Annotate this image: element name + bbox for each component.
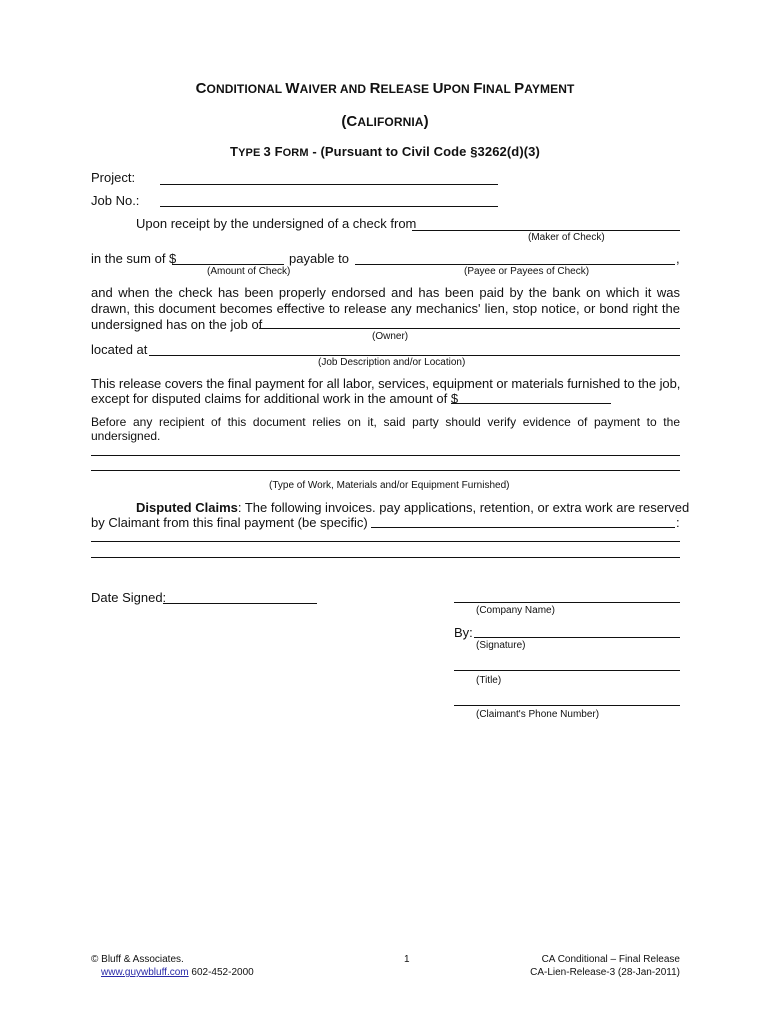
project-field[interactable]: [160, 184, 498, 185]
work-caption: (Type of Work, Materials and/or Equipment Furnished): [269, 480, 510, 491]
location-field[interactable]: [149, 355, 680, 356]
payee-field[interactable]: [355, 264, 675, 265]
document-state: (CALIFORNIA): [341, 113, 429, 130]
receipt-text: Upon receipt by the undersigned of a check from: [136, 216, 417, 231]
company-caption: (Company Name): [476, 605, 555, 616]
footer-doc-title: CA Conditional – Final Release: [541, 954, 680, 965]
footer-phone: 602-452-2000: [191, 967, 254, 978]
sum-label: in the sum of $: [91, 251, 177, 266]
phone-caption: (Claimant's Phone Number): [476, 709, 600, 720]
amount-field[interactable]: [172, 264, 284, 265]
date-signed-label: Date Signed:: [91, 590, 167, 605]
footer-website-link[interactable]: www.guywbluff.com: [101, 967, 189, 978]
located-label: located at: [91, 342, 148, 357]
disputed-label: Disputed Claims: [136, 500, 238, 515]
maker-field[interactable]: [412, 230, 680, 231]
footer-contact: [101, 967, 254, 978]
disputed-colon: :: [676, 515, 680, 530]
page-number: 1: [404, 954, 410, 965]
job-no-field[interactable]: [160, 206, 498, 207]
company-name-field[interactable]: [454, 602, 680, 603]
payable-label: payable to: [289, 251, 349, 266]
payee-comma: ,: [676, 251, 680, 266]
signature-caption: (Signature): [476, 640, 526, 651]
date-signed-field[interactable]: [163, 603, 317, 604]
release-text-line1: This release covers the final payment for all labor, services, equipment or materials furnished to the job,: [91, 376, 681, 391]
before-paragraph: Before any recipient of this document relies on it, said party should verify evidence of payment to the undersigned.: [91, 415, 680, 443]
title-field[interactable]: [454, 670, 680, 671]
document-title: CONDITIONAL WAIVER AND RELEASE UPON FINAL PAYMENT: [195, 80, 575, 97]
phone-field[interactable]: [454, 705, 680, 706]
disputed-field[interactable]: [371, 527, 675, 528]
payee-caption: (Payee or Payees of Check): [464, 266, 590, 277]
disputed-amount-field[interactable]: [451, 403, 611, 404]
disputed-line-4[interactable]: [91, 557, 680, 558]
owner-field[interactable]: [259, 328, 680, 329]
endorsed-paragraph: and when the check has been properly endorsed and has been paid by the bank on which it was drawn, this document becomes effective to release any mechanics' lien, stop notice, or bond right the undersigned has on the job of: [91, 285, 680, 332]
document-subtitle: TYPE 3 FORM - (Pursuant to Civil Code §3262(d)(3): [230, 144, 540, 159]
footer-doc-id: CA-Lien-Release-3 (28-Jan-2011): [530, 967, 680, 978]
disputed-line2: by Claimant from this final payment (be specific): [91, 515, 368, 530]
owner-caption: (Owner): [372, 331, 409, 342]
disputed-line-3[interactable]: [91, 541, 680, 542]
amount-caption: (Amount of Check): [207, 266, 291, 277]
work-line-2[interactable]: [91, 470, 680, 471]
by-label: By:: [454, 625, 473, 640]
footer-copyright: © Bluff & Associates.: [91, 954, 184, 965]
work-line-1[interactable]: [91, 455, 680, 456]
disputed-line1: Disputed Claims: The following invoices. pay applications, retention, or extra work are reserved: [136, 500, 690, 515]
signature-field[interactable]: [474, 637, 680, 638]
job-no-label: Job No.:: [91, 193, 140, 208]
release-text-line2: except for disputed claims for additional work in the amount of $: [91, 391, 459, 406]
project-label: Project:: [91, 170, 136, 185]
title-caption: (Title): [476, 675, 502, 686]
location-caption: (Job Description and/or Location): [318, 357, 466, 368]
maker-caption: (Maker of Check): [528, 232, 605, 243]
